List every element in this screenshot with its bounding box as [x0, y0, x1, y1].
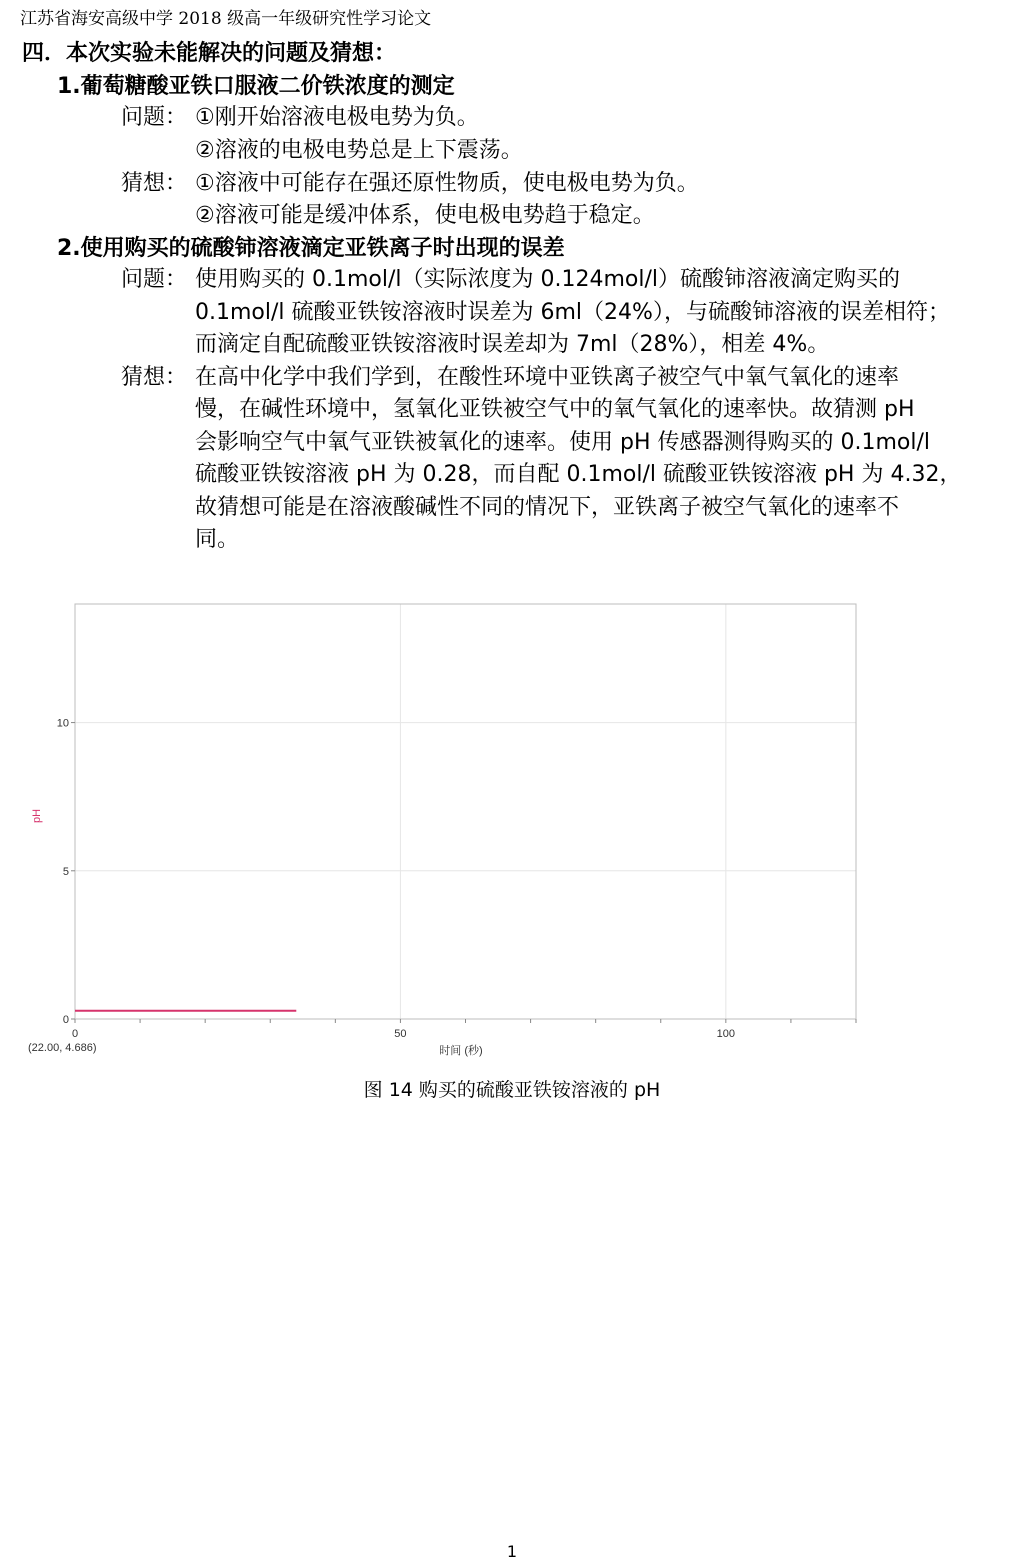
- sub2-problem-line: 0.1mol/l 硫酸亚铁铵溶液时误差为 6ml（24%），与硫酸铈溶液的误差相符；: [195, 300, 950, 325]
- sub2-guess-line: 慢，在碱性环境中，氢氧化亚铁被空气中的氧气氧化的速率快。故猜测 pH: [195, 397, 915, 422]
- sub2-guess-line: 在高中化学中我们学到，在酸性环境中亚铁离子被空气中氧气氧化的速率: [195, 365, 900, 390]
- sub1-problem-line: ②溶液的电极电势总是上下震荡。: [195, 138, 523, 163]
- sub1-problem-label: 问题：: [121, 105, 188, 130]
- x-axis-label: 时间 (秒): [439, 1045, 483, 1057]
- y-tick-label: 0: [62, 1014, 69, 1026]
- x-tick-label: 100: [716, 1028, 736, 1040]
- ph-chart: [0, 595, 1024, 1065]
- x-tick-label: 0: [71, 1028, 79, 1040]
- y-tick-label: 5: [62, 865, 69, 878]
- sub2-guess-line: 同。: [195, 527, 240, 552]
- sub2-title: 2.使用购买的硫酸铈溶液滴定亚铁离子时出现的误差: [57, 236, 565, 261]
- x-tick-label: 50: [394, 1028, 407, 1040]
- cursor-readout: (22.00, 4.686): [28, 1042, 97, 1054]
- chart-grid: [75, 604, 856, 1019]
- document-header: 江苏省海安高级中学 2018 级高一年级研究性学习论文: [20, 9, 432, 29]
- sub1-guess-label: 猜想：: [121, 171, 188, 196]
- section-title: 四．本次实验未能解决的问题及猜想：: [22, 41, 397, 66]
- figure-caption: 图 14 购买的硫酸亚铁铵溶液的 pH: [363, 1079, 661, 1101]
- y-axis-label: pH: [31, 808, 43, 824]
- sub2-guess-line: 会影响空气中氧气亚铁被氧化的速率。使用 pH 传感器测得购买的 0.1mol/l: [195, 430, 931, 455]
- sub1-problem-line: ①刚开始溶液电极电势为负。: [195, 105, 479, 130]
- sub1-title: 1.葡萄糖酸亚铁口服液二价铁浓度的测定: [57, 74, 455, 99]
- y-tick-label: 10: [56, 717, 69, 730]
- page-number: 1: [506, 1542, 518, 1561]
- sub2-problem-label: 问题：: [121, 267, 188, 292]
- sub2-guess-line: 硫酸亚铁铵溶液 pH 为 0.28，而自配 0.1mol/l 硫酸亚铁铵溶液 pH 为 4.32，: [195, 462, 962, 487]
- sub2-problem-line: 而滴定自配硫酸亚铁铵溶液时误差却为 7ml（28%），相差 4%。: [195, 332, 830, 357]
- sub2-problem-line: 使用购买的 0.1mol/l（实际浓度为 0.124mol/l）硫酸铈溶液滴定购买的: [195, 267, 901, 292]
- sub2-guess-label: 猜想：: [121, 365, 188, 390]
- plot-frame: [75, 604, 856, 1019]
- sub2-guess-line: 故猜想可能是在溶液酸碱性不同的情况下，亚铁离子被空气氧化的速率不: [195, 495, 900, 520]
- sub1-guess-line: ②溶液可能是缓冲体系，使电极电势趋于稳定。: [195, 203, 655, 228]
- sub1-guess-line: ①溶液中可能存在强还原性物质，使电极电势为负。: [195, 171, 699, 196]
